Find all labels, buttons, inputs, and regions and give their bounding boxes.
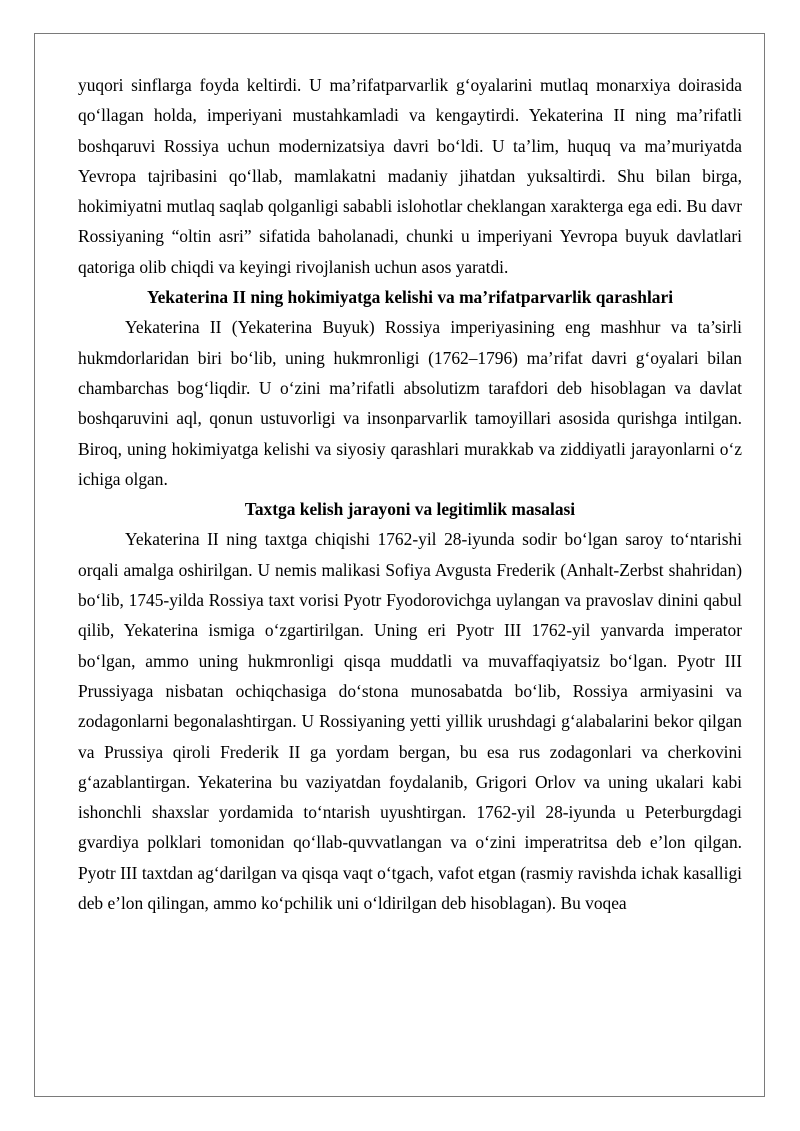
subsection-heading: Taxtga kelish jarayoni va legitimlik masalasi [244,499,576,520]
paragraph-intro-continuation: yuqori sinflarga foyda keltirdi. U ma’rifatparvarlik g‘oyalarini mutlaq monarxiya doirasida qo‘llagan holda, imperiyani mustahkamladi va kengaytirdi. Yekaterina II ning ma’rifatli boshqaruvi Rossiya uchun modernizatsiya davri bo‘ldi. U ta’lim, huquq va ma’muriyatda Yevropa tajribasini qo‘llab, mamlakatni madaniy jihatdan yuksaltirdi. Shu bilan birga, hokimiyatni mutlaq saqlab qolganligi sababli islohotlar cheklangan xarakterga ega edi. Bu davr Rossiyaning “oltin asri” sifatida baholanadi, chunki u imperiyani Yevropa buyuk davlatlari qatoriga olib chiqdi va keyingi rivojlanish uchun asos yaratdi. [78,75,742,277]
paragraph-coup-account: Yekaterina II ning taxtga chiqishi 1762-yil 28-iyunda sodir bo‘lgan saroy to‘ntarishi orqali amalga oshirilgan. U nemis malikasi Sofiya Avgusta Frederik (Anhalt-Zerbst shahridan) bo‘lib, 1745-yilda Rossiya taxt vorisi Pyotr Fyodorovichga uylangan va pravoslav dinini qabul qilib, Yekaterina ismiga o‘zgartirilgan. Uning eri Pyotr III 1762-yil yanvarda imperator bo‘lgan, ammo uning hukmronligi qisqa muddatli va muvaffaqiyatsiz bo‘lgan. Pyotr III Prussiyaga nisbatan ochiqchasiga do‘stona munosabatda bo‘lib, Rossiya armiyasini va zodagonlarni begonalashtirgan. U Rossiyaning yetti yillik urushdagi g‘alabalarini bekor qilgan va Prussiya qiroli Frederik II ga yordam bergan, bu esa rus zodagonlari va cherkovini g‘azablantirgan. Yekaterina bu vaziyatdan foydalanib, Grigori Orlov va uning ukalari kabi ishonchli shaxslar yordamida to‘ntarish uyushtirgan. 1762-yil 28-iyunda u Peterburgdagi gvardiya polklari tomonidan qo‘llab-quvvatlangan va o‘zini imperatritsa deb e’lon qilgan. Pyotr III taxtdan ag‘darilgan va qisqa vaqt o‘tgach, vafot etgan (rasmiy ravishda ichak kasalligi deb e’lon qilingan, ammo ko‘pchilik uni o‘ldirilgan deb hisoblagan). Bu voqea [78,529,742,914]
document-body [78,70,742,918]
paragraph-section-intro: Yekaterina II (Yekaterina Buyuk) Rossiya imperiyasining eng mashhur va ta’sirli hukmdorlaridan biri bo‘lib, uning hukmronligi (1762–1796) ma’rifat davri g‘oyalari bilan chambarchas bog‘liqdir. U o‘zini ma’rifatli absolutizm tarafdori deb hisoblagan va davlat boshqaruvini aql, qonun ustuvorligi va insonparvarlik tamoyillari asosida qurishga intilgan. Biroq, uning hokimiyatga kelishi va siyosiy qarashlari murakkab va ziddiyatli jarayonlarni o‘z ichiga olgan. [78,317,742,489]
section-heading: Yekaterina II ning hokimiyatga kelishi va ma’rifatparvarlik qarashlari [146,287,674,308]
